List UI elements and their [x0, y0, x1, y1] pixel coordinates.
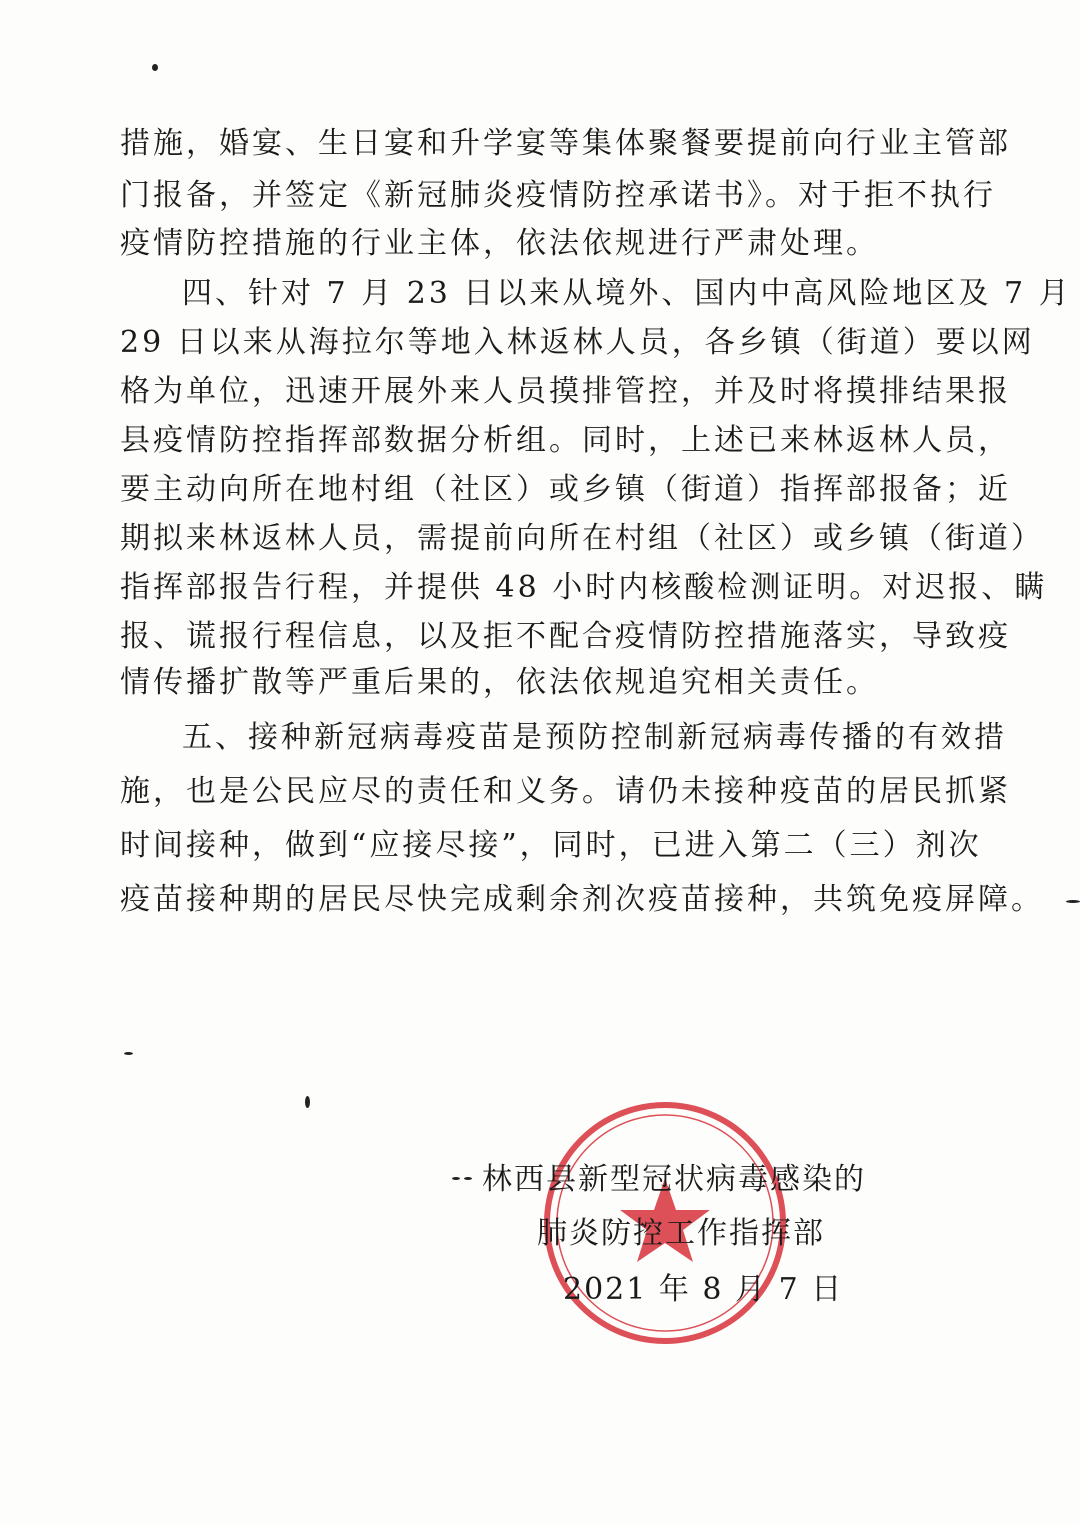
text-line: 疫苗接种期的居民尽快完成剩余剂次疫苗接种，共筑免疫屏障。	[120, 882, 1044, 917]
text-line: 时间接种，做到“应接尽接”，同时，已进入第二（三）剂次	[120, 828, 982, 863]
text-line: 29 日以来从海拉尔等地入林返林人员，各乡镇（街道）要以网	[120, 325, 1035, 360]
text-line: 门报备，并签定《新冠肺炎疫情防控承诺书》。对于拒不执行	[120, 178, 996, 213]
signature-org-line2: 肺炎防控工作指挥部	[537, 1216, 825, 1251]
text-line: 指挥部报告行程，并提供 48 小时内核酸检测证明。对迟报、瞒	[120, 570, 1048, 605]
scan-speck	[305, 1096, 310, 1108]
text-line: 疫情防控措施的行业主体，依法依规进行严肃处理。	[120, 226, 879, 261]
text-line: 情传播扩散等严重后果的，依法依规追究相关责任。	[120, 665, 879, 700]
scan-speck	[452, 1177, 460, 1180]
text-line: 措施，婚宴、生日宴和升学宴等集体聚餐要提前向行业主管部	[120, 126, 1011, 161]
text-line: 要主动向所在地村组（社区）或乡镇（街道）指挥部报备；近	[120, 472, 1011, 507]
signature-org-line1: 林西县新型冠状病毒感染的	[482, 1162, 866, 1197]
scan-speck	[1066, 900, 1080, 903]
text-line: 五、接种新冠病毒疫苗是预防控制新冠病毒传播的有效措	[182, 720, 1007, 755]
scan-speck	[124, 1052, 133, 1055]
signature-date: 2021 年 8 月 7 日	[563, 1272, 844, 1307]
text-line: 格为单位，迅速开展外来人员摸排管控，并及时将摸排结果报	[120, 374, 1011, 409]
text-line: 县疫情防控指挥部数据分析组。同时，上述已来林返林人员，	[120, 423, 1011, 458]
text-line: 施，也是公民应尽的责任和义务。请仍未接种疫苗的居民抓紧	[120, 774, 1011, 809]
text-line: 期拟来林返林人员，需提前向所在村组（社区）或乡镇（街道）	[120, 521, 1044, 556]
text-line: 四、针对 7 月 23 日以来从境外、国内中高风险地区及 7 月	[182, 276, 1072, 311]
scan-speck	[464, 1177, 472, 1180]
text-line: 报、谎报行程信息，以及拒不配合疫情防控措施落实，导致疫	[120, 619, 1011, 654]
scan-speck	[152, 64, 158, 71]
